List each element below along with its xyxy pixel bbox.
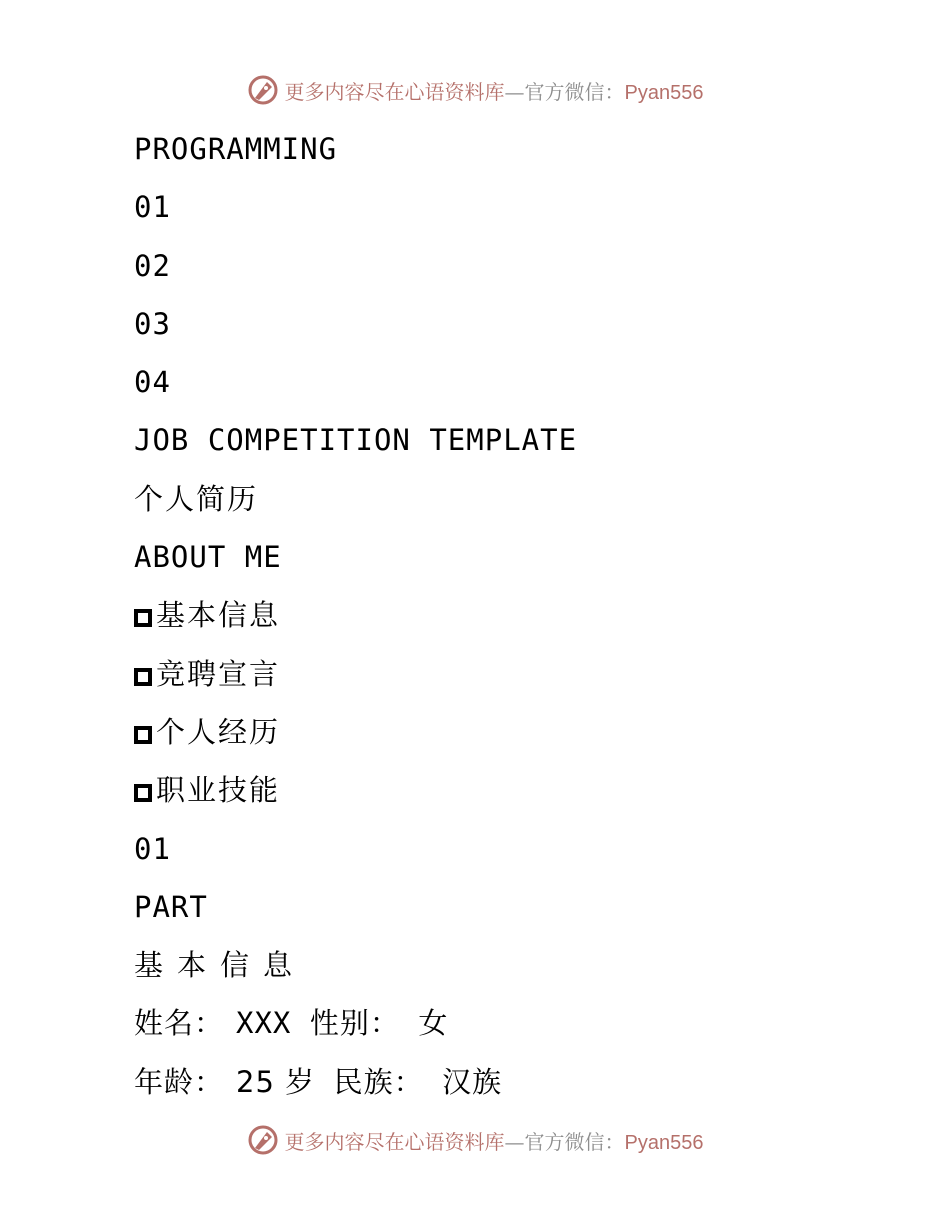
watermark-wechat-id: Pyan556 xyxy=(624,81,704,104)
menu-item-skills xyxy=(134,761,914,819)
info-row-name-gender xyxy=(134,994,914,1052)
pen-nib-logo-icon xyxy=(247,74,279,106)
watermark-content xyxy=(247,1124,704,1156)
watermark-main-text: 更多内容尽在心语资料库 xyxy=(284,1129,505,1154)
part-number-01: 01 xyxy=(134,831,171,866)
section-number-02: 02 xyxy=(134,248,171,283)
part-label: PART xyxy=(134,889,208,924)
menu-item-label: 职业技能 xyxy=(156,773,281,808)
menu-item-basic-info xyxy=(134,586,914,644)
about-me-heading: ABOUT ME xyxy=(134,540,282,575)
watermark-text xyxy=(285,76,704,105)
name-value: XXX xyxy=(236,1006,292,1041)
menu-item-declaration xyxy=(134,645,914,703)
gender-label: 性别： xyxy=(309,1006,400,1041)
hollow-square-bullet-icon xyxy=(134,726,152,744)
template-title: JOB COMPETITION TEMPLATE xyxy=(134,423,578,458)
footer-watermark-banner xyxy=(0,1120,950,1160)
ethnicity-label: 民族： xyxy=(333,1064,424,1099)
hollow-square-bullet-icon xyxy=(134,609,152,627)
heading-programming: PROGRAMMING xyxy=(134,132,338,166)
gender-value: 女 xyxy=(418,1006,449,1041)
menu-item-label: 竞聘宣言 xyxy=(156,656,281,691)
document-body xyxy=(134,120,914,1111)
watermark-wechat-id: Pyan556 xyxy=(624,1131,704,1154)
menu-item-label: 个人经历 xyxy=(156,714,281,749)
hollow-square-bullet-icon xyxy=(134,668,152,686)
watermark-content xyxy=(247,74,704,106)
name-label: 姓名： xyxy=(134,1006,225,1041)
pen-nib-logo-icon xyxy=(247,1124,279,1156)
watermark-separator-text: —官方微信： xyxy=(504,1129,625,1154)
section-heading-basic-info: 基本信息 xyxy=(134,948,307,983)
header-watermark-banner xyxy=(0,70,950,110)
section-number-01: 01 xyxy=(134,190,171,225)
menu-item-label: 基本信息 xyxy=(156,598,281,633)
menu-item-experience xyxy=(134,703,914,761)
watermark-separator-text: —官方微信： xyxy=(504,79,625,104)
info-row-age-ethnicity xyxy=(134,1053,914,1111)
watermark-main-text: 更多内容尽在心语资料库 xyxy=(284,79,505,104)
section-number-03: 03 xyxy=(134,306,171,341)
age-label: 年龄： xyxy=(134,1064,225,1099)
watermark-text xyxy=(285,1126,704,1155)
hollow-square-bullet-icon xyxy=(134,784,152,802)
section-number-04: 04 xyxy=(134,365,171,400)
age-value: 25 岁 xyxy=(236,1064,316,1099)
resume-title: 个人简历 xyxy=(134,481,259,516)
ethnicity-value: 汉族 xyxy=(442,1064,503,1099)
